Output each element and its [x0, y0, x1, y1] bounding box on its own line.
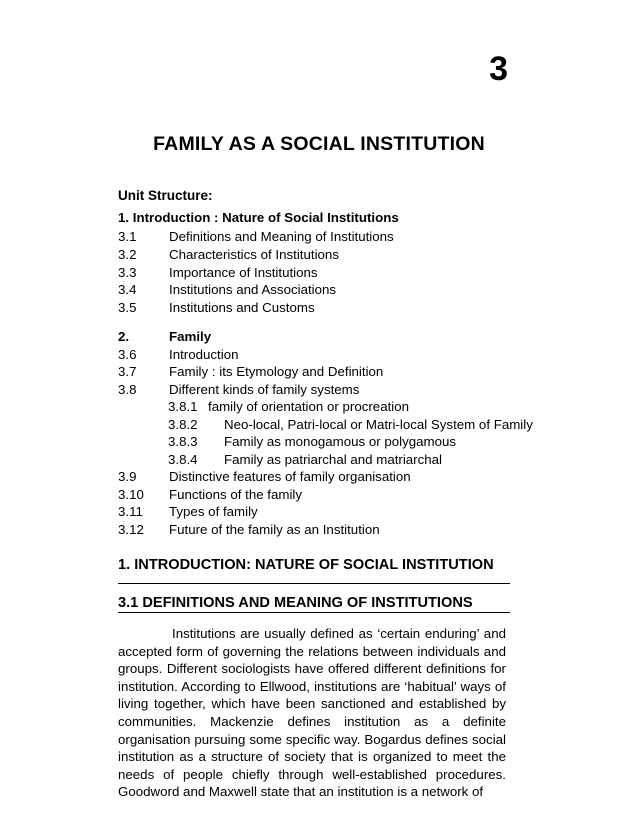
toc-item [118, 398, 538, 416]
toc-item [118, 433, 538, 451]
toc-item [118, 228, 538, 246]
toc-item-text: Functions of the family [169, 487, 303, 502]
toc-item-text: family of orientation or procreation [208, 399, 410, 414]
toc-item-number: 3.10 [118, 487, 144, 502]
toc-item-number: 3.8 [118, 382, 137, 397]
toc-item [118, 281, 538, 299]
toc-item [118, 246, 538, 264]
unit-structure-label: Unit Structure: [118, 188, 213, 203]
toc-item [118, 451, 538, 469]
toc-item-number: 3.8.3 [168, 434, 198, 449]
toc-item-number: 2. [118, 329, 130, 344]
toc-item-number: 3.4 [118, 282, 137, 297]
toc-item-text: Future of the family as an Institution [169, 522, 380, 537]
toc-item-text: Different kinds of family systems [169, 382, 360, 397]
toc-item-text: Characteristics of Institutions [169, 247, 339, 262]
toc-item-number: 3.12 [118, 522, 144, 537]
toc-item-text: Importance of Institutions [169, 265, 318, 280]
toc-item-text: Family as patriarchal and matriarchal [224, 452, 443, 467]
toc-item [118, 209, 538, 227]
subsection-heading: 3.1 DEFINITIONS AND MEANING OF INSTITUTIONS [118, 595, 473, 611]
toc-item-number: 3.3 [118, 265, 137, 280]
chapter-title: FAMILY AS A SOCIAL INSTITUTION [153, 133, 485, 155]
toc-item [118, 328, 538, 346]
toc-item-text: Types of family [169, 504, 258, 519]
toc-item [118, 381, 538, 399]
toc-item [118, 521, 538, 539]
toc-item-text: Family : its Etymology and Definition [169, 364, 384, 379]
toc-item-number: 3.5 [118, 300, 137, 315]
toc-item-number: 1. Introduction : Nature of Social Institutions [118, 210, 399, 225]
toc-item-number: 3.11 [118, 504, 143, 519]
toc-item-number: 3.8.1 [168, 399, 198, 414]
toc-item-text: Introduction [169, 347, 239, 362]
toc-item [118, 264, 538, 282]
section-divider [118, 583, 510, 584]
toc-item-text: Institutions and Customs [169, 300, 315, 315]
toc-item [118, 363, 538, 381]
toc-item-text: Distinctive features of family organisation [169, 469, 411, 484]
subsection-divider [118, 612, 510, 613]
toc-item-number: 3.2 [118, 247, 137, 262]
toc-item-number: 3.7 [118, 364, 137, 379]
toc-item-number: 3.6 [118, 347, 137, 362]
toc-item-number: 3.8.4 [168, 452, 198, 467]
section-heading: 1. INTRODUCTION: NATURE OF SOCIAL INSTITUTION [118, 557, 494, 573]
toc-item-text: Neo-local, Patri-local or Matri-local System of Family [224, 417, 533, 432]
chapter-number: 3 [489, 50, 508, 88]
body-paragraph: Institutions are usually defined as ‘certain enduring’ and accepted form of governing the relations between individuals and groups. Different sociologists have offered different definitions for institution. According to Ellwood, institutions are ‘habitual’ ways of living together, which have been sanctioned and established by communities. Mackenzie defines institution as a definite organisation pursuing some specific way. Bogardus defines social institution as a structure of society that is organized to meet the needs of people chiefly through well-established procedures. Goodword and Maxwell state that an institution is a network of [118, 626, 506, 800]
toc-item-number: 3.1 [118, 229, 137, 244]
toc-item [118, 416, 538, 434]
toc-item [118, 486, 538, 504]
toc-item [118, 503, 538, 521]
toc-item-number: 3.9 [118, 469, 137, 484]
toc-item-text: Family as monogamous or polygamous [224, 434, 457, 449]
toc-item [118, 346, 538, 364]
toc-item [118, 299, 538, 317]
toc-item-text: Institutions and Associations [169, 282, 337, 297]
toc-item-number: 3.8.2 [168, 417, 198, 432]
toc-item-text: Family [169, 329, 212, 344]
toc-item-text: Definitions and Meaning of Institutions [169, 229, 394, 244]
toc-item [118, 468, 538, 486]
